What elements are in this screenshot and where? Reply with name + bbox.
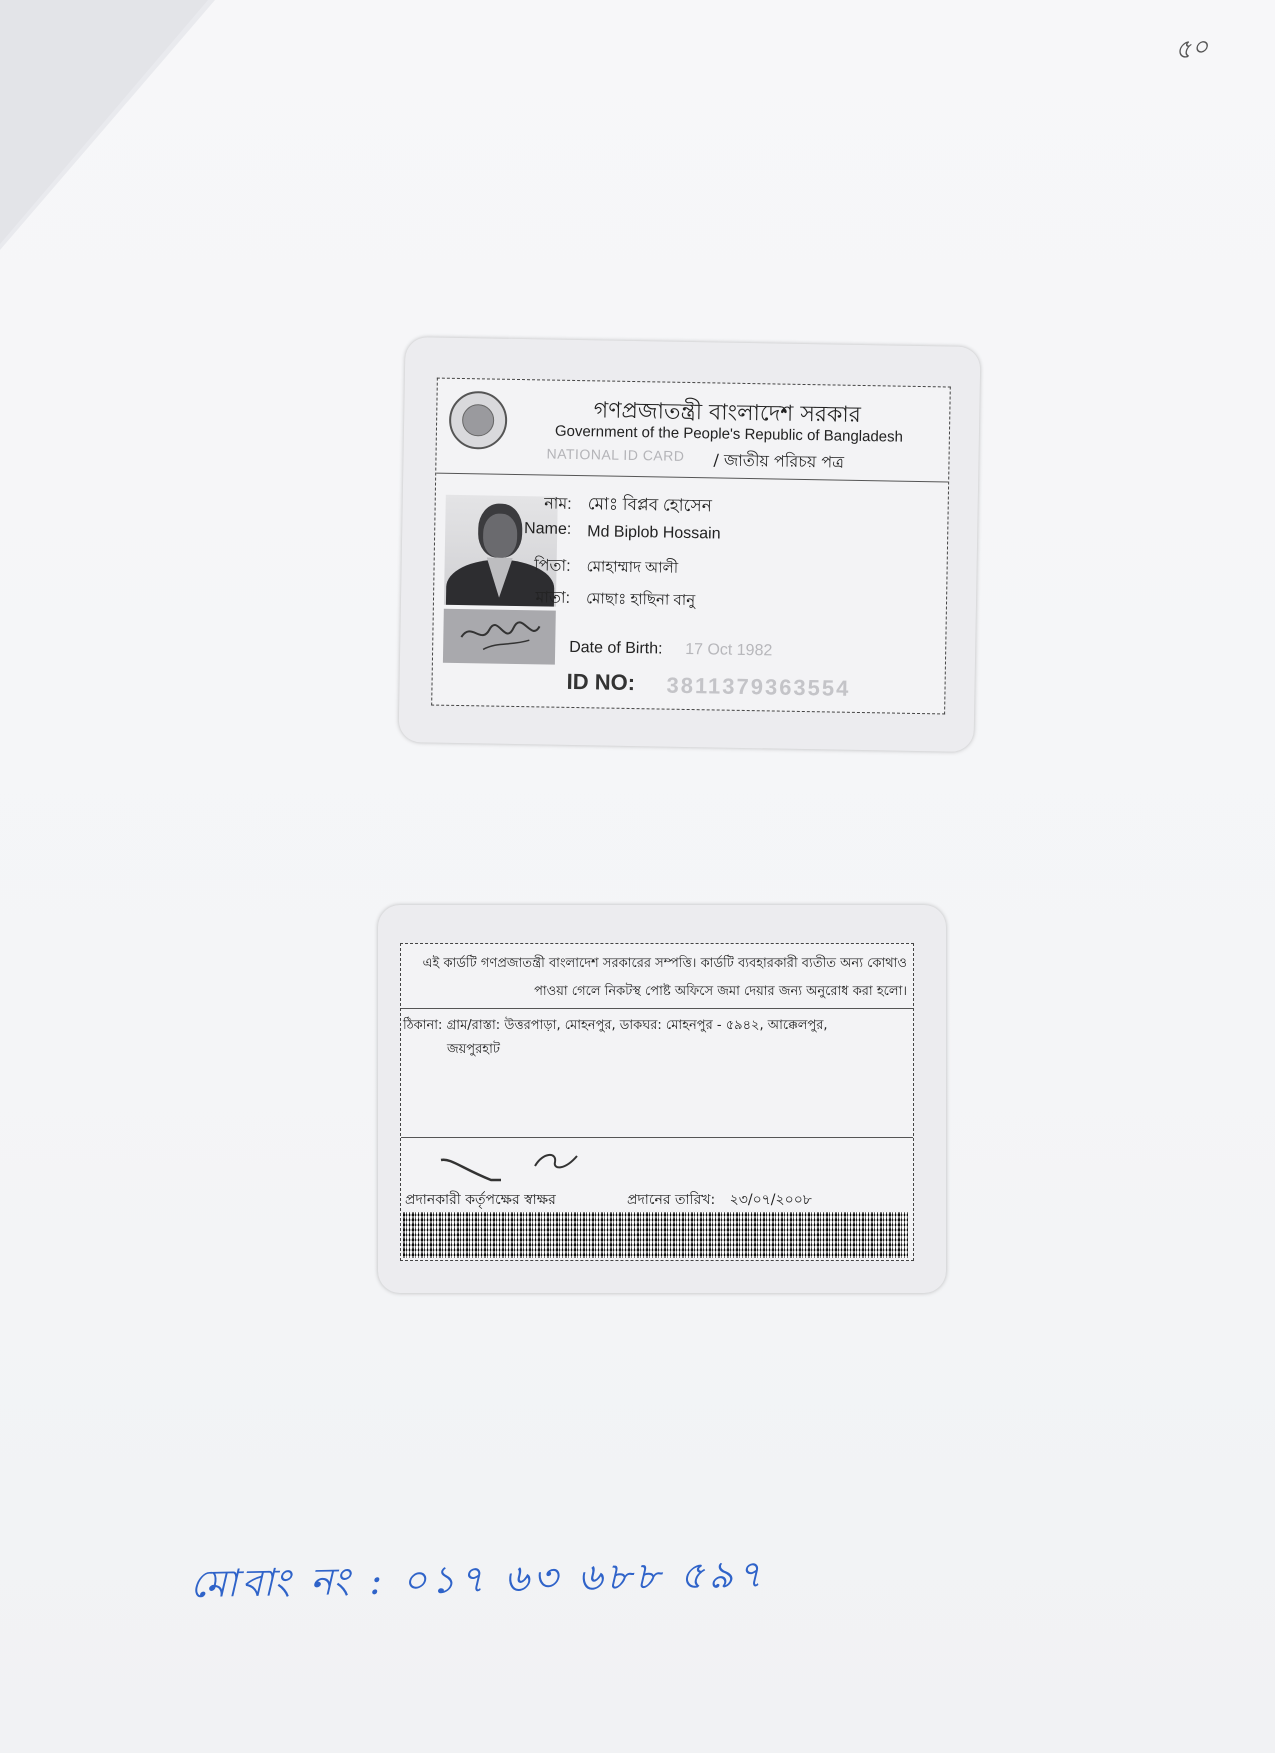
- dob-value: 17 Oct 1982: [685, 640, 773, 660]
- name-english-value: Md Biplob Hossain: [587, 523, 721, 543]
- card-type-bangla: / জাতীয় পরিচয় পত্র: [713, 450, 845, 472]
- address-line-2: জয়পুরহাট: [447, 1042, 500, 1057]
- nid-card-front: [399, 337, 981, 752]
- mother-label: মাতা:: [535, 589, 571, 607]
- nid-back-frame: [400, 943, 914, 1261]
- nid-front-frame: [431, 378, 951, 715]
- page-number: ৫০: [1172, 31, 1211, 67]
- card-type-english: NATIONAL ID CARD: [546, 445, 685, 464]
- seal-center: [462, 404, 495, 437]
- authority-signature-label: প্রদানকারী কর্তৃপক্ষের স্বাক্ষর: [405, 1192, 556, 1208]
- name-bangla-label: নাম:: [544, 495, 572, 513]
- id-number-value: 3811379363554: [666, 672, 851, 701]
- mother-value: মোছাঃ হাছিনা বানু: [585, 590, 696, 610]
- authority-signature: [431, 1140, 581, 1184]
- issue-date-label: প্রদানের তারিখ:: [627, 1192, 716, 1208]
- father-label: পিতা:: [533, 557, 571, 575]
- government-seal-icon: [449, 391, 508, 450]
- holder-signature: [453, 615, 544, 657]
- nid-card-back: [378, 905, 946, 1293]
- dob-label: Date of Birth:: [569, 638, 663, 658]
- issue-date: [627, 1188, 812, 1212]
- front-divider: [436, 473, 948, 483]
- barcode-texture: [403, 1212, 908, 1258]
- back-divider-top: [401, 1008, 913, 1009]
- name-english-label: Name:: [523, 520, 572, 538]
- handwritten-mobile-number: মোবাং নং : ০১৭ ৬৩ ৬৮৮ ৫৯৭: [189, 1551, 767, 1607]
- address-line-1: ঠিকানা: গ্রাম/রাস্তা: উত্তরপাড়া, মোহনপুর, ডাকঘর: মোহনপুর - ৫৯৪২, আক্কেলপুর,: [403, 1018, 828, 1033]
- father-value: মোহাম্মাদ আলী: [586, 558, 679, 577]
- address-block: [403, 1014, 908, 1062]
- ownership-notice: এই কার্ডটি গণপ্রজাতন্ত্রী বাংলাদেশ সরকারের সম্পত্তি। কার্ডটি ব্যবহারকারী ব্যতীত অন্য কোথাও পাওয়া গেলে নিকটস্থ পোষ্ট অফিসে জমা দেয়ার জন্য অনুরোধ করা হলো।: [422, 956, 907, 999]
- id-number-label: ID NO:: [566, 668, 636, 696]
- folded-corner-shadow: [0, 0, 208, 244]
- name-bangla-value: মোঃ বিপ্লব হোসেন: [587, 494, 712, 516]
- card-title-bangla: গণপ্রজাতন্ত্রী বাংলাদেশ সরকার: [593, 398, 862, 428]
- issue-date-value: ২৩/০৭/২০০৮: [729, 1192, 812, 1208]
- card-title-english: Government of the People's Republic of Bangladesh: [554, 422, 904, 446]
- back-divider-bottom: [401, 1137, 913, 1138]
- holder-signature-box: [443, 609, 556, 665]
